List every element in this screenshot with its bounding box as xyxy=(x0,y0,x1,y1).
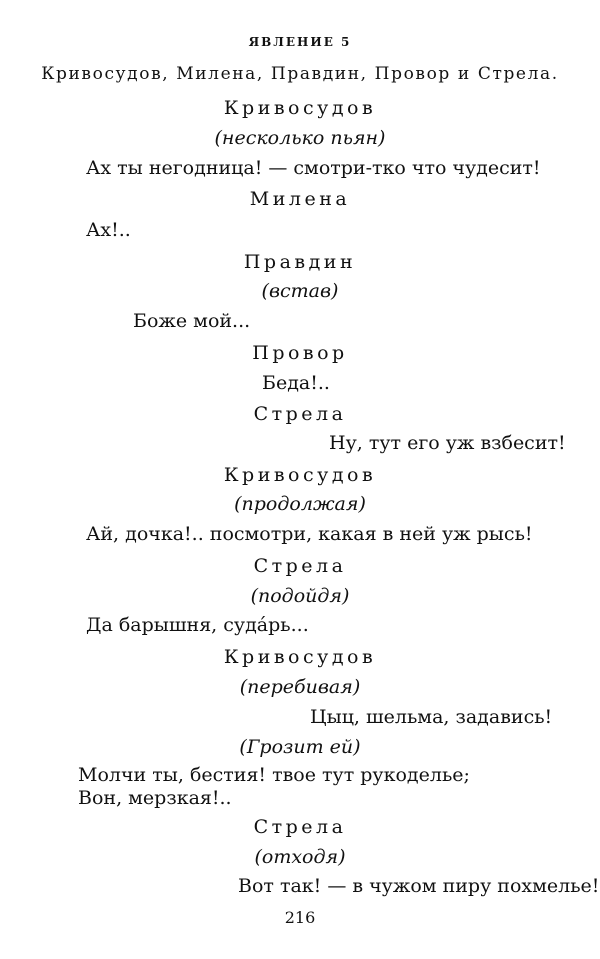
speaker-name: Правдин xyxy=(243,251,357,273)
verse-line: Ай, дочка!.. посмотри, какая в ней уж рысь! xyxy=(86,523,533,545)
speaker-name: Кривосудов xyxy=(223,97,377,119)
verse-line: Цыц, шельма, задавись! xyxy=(310,706,553,728)
scene-title: ЯВЛЕНИЕ 5 xyxy=(248,35,352,49)
speaker-name: Стрела xyxy=(253,555,347,577)
stage-direction: (встав) xyxy=(261,280,339,302)
verse-line: Да барышня, суда́рь... xyxy=(86,614,309,636)
cast-list: Кривосудов, Милена, Правдин, Провор и Стрела. xyxy=(41,64,559,84)
speaker-name: Стрела xyxy=(253,403,347,425)
verse-line: Ну, тут его уж взбесит! xyxy=(329,432,566,454)
page-number: 216 xyxy=(284,908,316,927)
stage-direction: (продолжая) xyxy=(234,493,366,515)
speaker-name: Кривосудов xyxy=(223,646,377,668)
speaker-name: Провор xyxy=(252,342,348,364)
stage-direction: (подойдя) xyxy=(250,585,350,607)
verse-line: Боже мой... xyxy=(133,310,251,332)
verse-line: Беда!.. xyxy=(262,372,330,394)
stage-direction: (несколько пьян) xyxy=(214,127,386,149)
verse-line: Вон, мерзкая!.. xyxy=(78,787,232,809)
stage-direction: (Грозит ей) xyxy=(239,736,361,758)
speaker-name: Стрела xyxy=(253,816,347,838)
verse-line: Ах!.. xyxy=(86,219,131,241)
speaker-name: Милена xyxy=(249,188,351,210)
speaker-name: Кривосудов xyxy=(223,464,377,486)
stage-direction: (отходя) xyxy=(254,846,346,868)
verse-line: Вот так! — в чужом пиру похмелье! xyxy=(238,875,600,897)
verse-line: Молчи ты, бестия! твое тут рукоделье; xyxy=(78,764,470,786)
stage-direction: (перебивая) xyxy=(239,676,361,698)
verse-line: Ах ты негодница! — смотри-тко что чудесит! xyxy=(86,157,541,179)
